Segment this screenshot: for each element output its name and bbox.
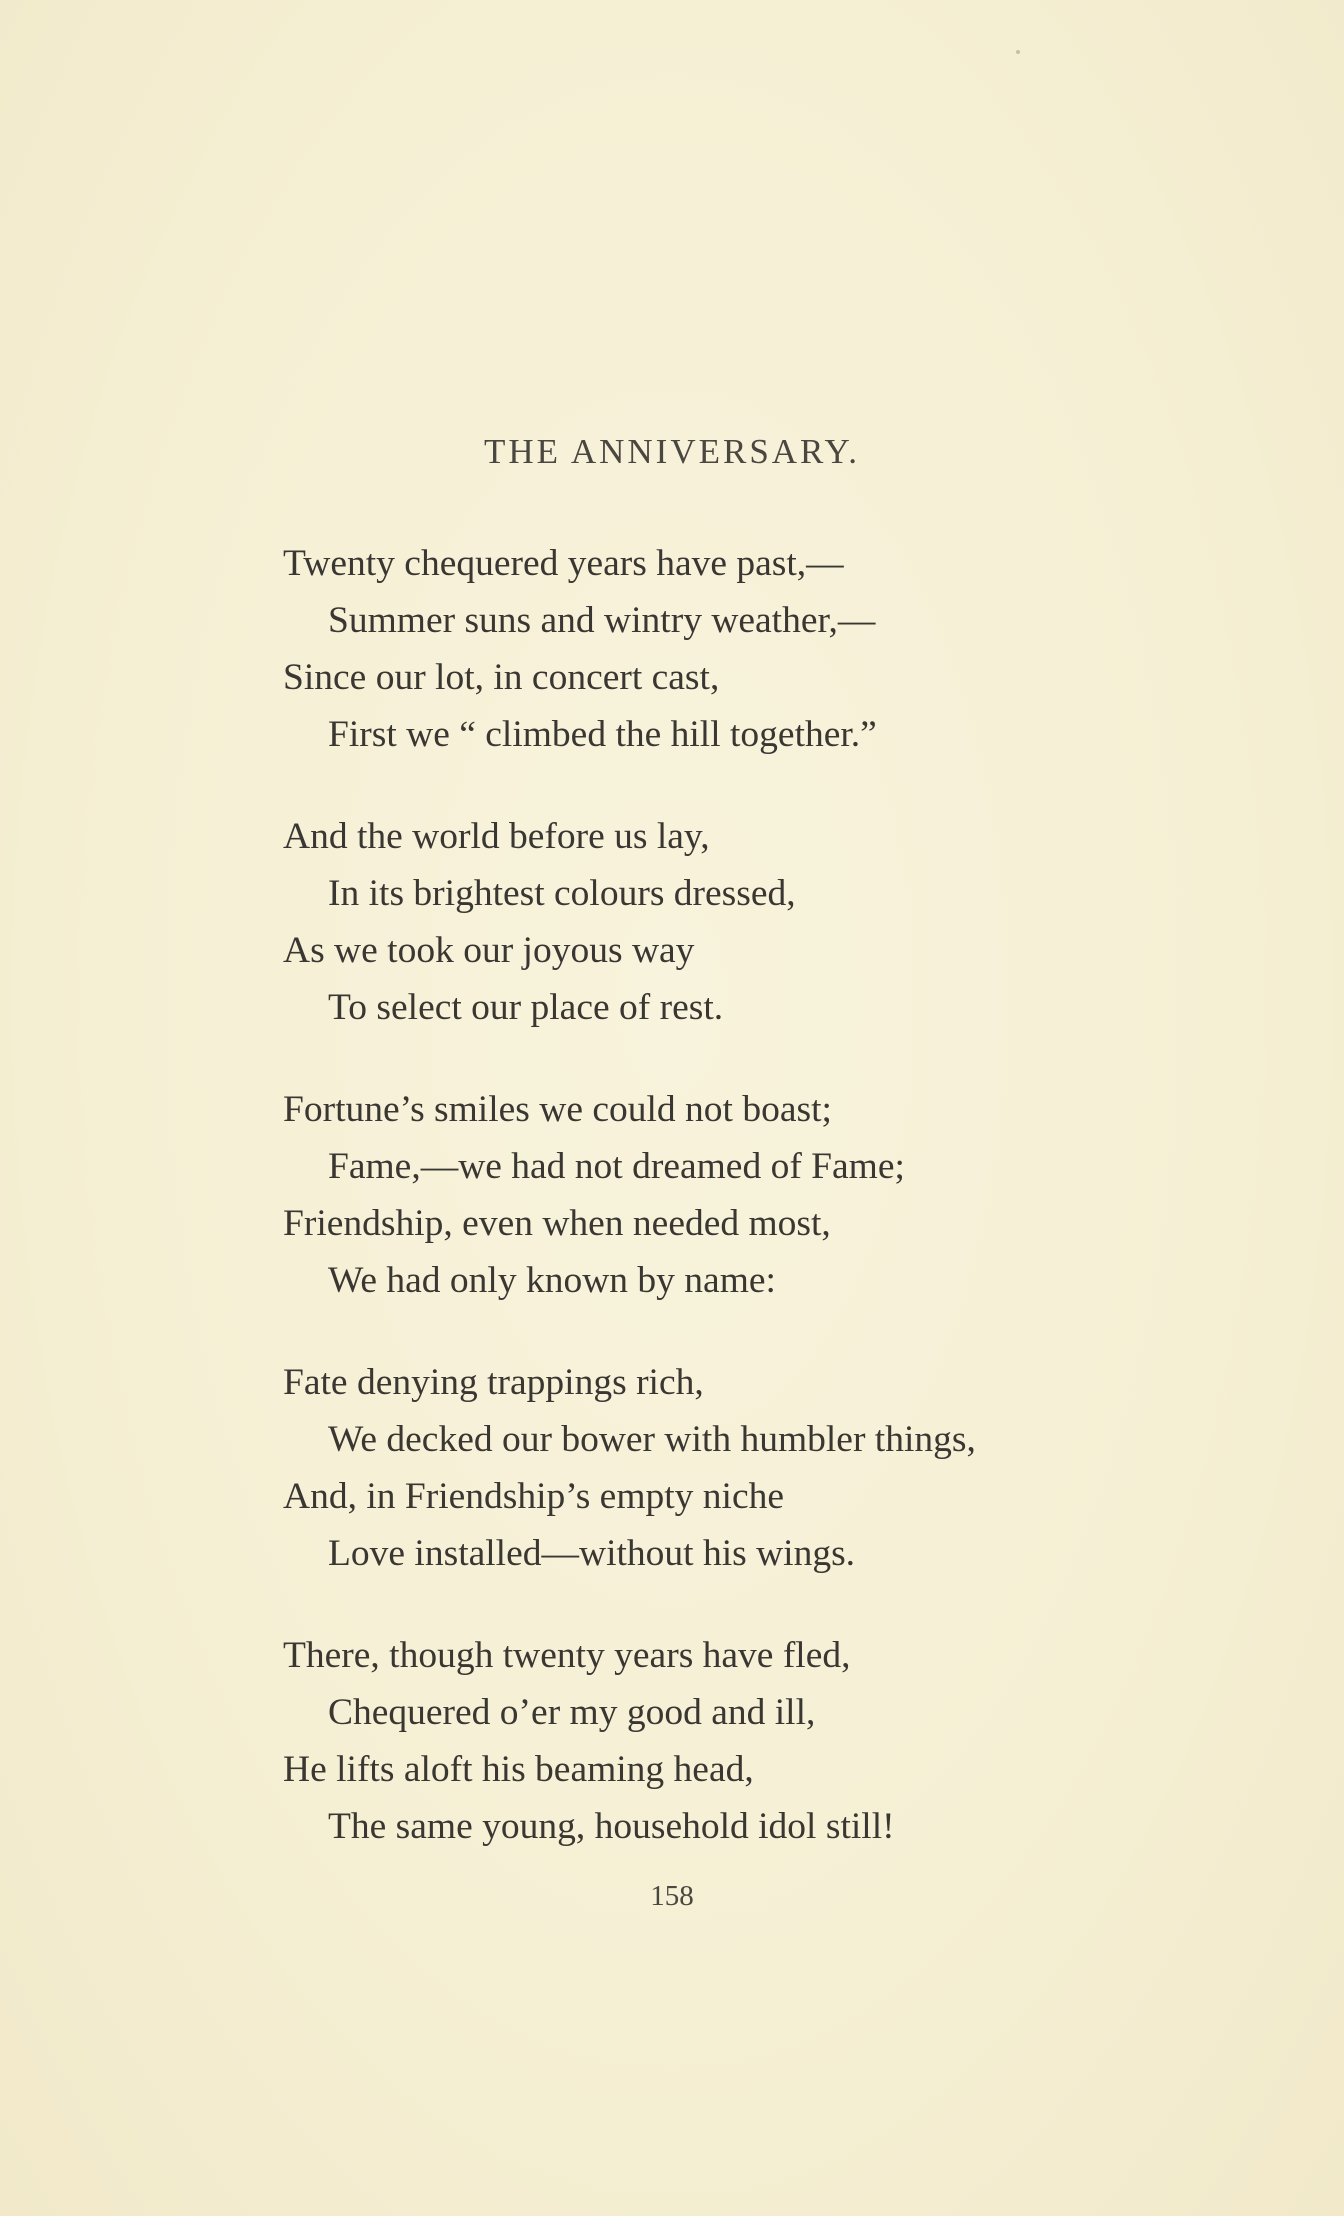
poem-title: THE ANNIVERSARY. <box>483 432 860 471</box>
poem-line: Since our lot, in concert cast, <box>283 657 720 698</box>
stanza-3 <box>283 1081 1283 1309</box>
stanza-1 <box>283 535 1283 763</box>
stanza-4 <box>283 1354 1283 1582</box>
poem-line: Love installed—without his wings. <box>328 1533 856 1574</box>
paper-speck <box>1016 50 1020 54</box>
stanza-2 <box>283 808 1283 1036</box>
poem-line: And, in Friendship’s empty niche <box>283 1476 784 1517</box>
poem-line: Friendship, even when needed most, <box>283 1203 831 1244</box>
poem-line: We had only known by name: <box>328 1260 776 1301</box>
poem-line: To select our place of rest. <box>328 987 724 1028</box>
poem-line: The same young, household idol still! <box>328 1806 895 1847</box>
poem-line: Twenty chequered years have past,— <box>283 543 844 584</box>
page-number: 158 <box>650 1880 694 1912</box>
poem-line: Fame,—we had not dreamed of Fame; <box>328 1146 905 1187</box>
poem-body <box>283 535 1283 1900</box>
poem-line: As we took our joyous way <box>283 930 695 971</box>
poem-line: There, though twenty years have fled, <box>283 1635 851 1676</box>
poem-line: In its brightest colours dressed, <box>328 873 796 914</box>
poem-line: He lifts aloft his beaming head, <box>283 1749 754 1790</box>
stanza-5 <box>283 1627 1283 1855</box>
poem-line: Fortune’s smiles we could not boast; <box>283 1089 832 1130</box>
poem-line: Summer suns and wintry weather,— <box>328 600 876 641</box>
poem-line: Fate denying trappings rich, <box>283 1362 704 1403</box>
poem-line: We decked our bower with humbler things, <box>328 1419 976 1460</box>
poem-line: First we “ climbed the hill together.” <box>328 714 877 755</box>
poem-line: And the world before us lay, <box>283 816 710 857</box>
poem-line: Chequered o’er my good and ill, <box>328 1692 816 1733</box>
